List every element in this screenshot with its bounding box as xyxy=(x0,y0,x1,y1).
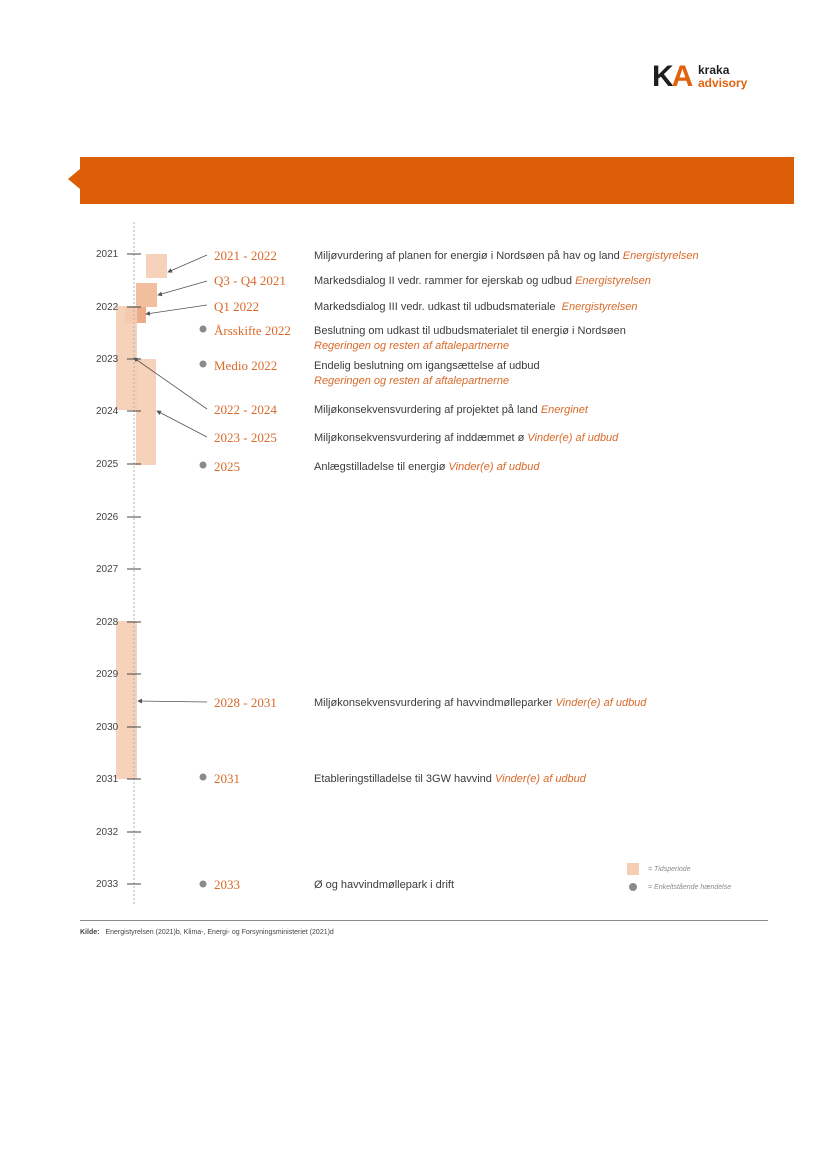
event-date: 2021 - 2022 xyxy=(214,248,277,263)
period-box-2021-2022 xyxy=(146,254,167,278)
event-text: Miljøkonsekvensvurdering af havvindmølleparker xyxy=(314,697,553,709)
logo-word-kraka: kraka xyxy=(698,63,730,77)
year-label: 2027 xyxy=(96,564,119,575)
logo-a: A xyxy=(671,60,692,93)
source-label: Kilde: xyxy=(80,929,100,936)
dot-2033 xyxy=(200,881,207,888)
event-description xyxy=(314,324,626,354)
logo-k: K xyxy=(652,60,672,93)
event-text: Miljøvurdering af planen for energiø i Nordsøen på hav og land xyxy=(314,250,620,262)
dot-arsskifte-2022 xyxy=(200,326,207,333)
event-responsible: Vinder(e) af udbud xyxy=(448,461,540,473)
event-date: 2023 - 2025 xyxy=(214,430,277,445)
year-label: 2026 xyxy=(96,512,119,523)
event-text: Beslutning om udkast til udbudsmaterialet til energiø i Nordsøen xyxy=(314,325,626,337)
event-description xyxy=(314,403,588,418)
event-description xyxy=(314,431,618,446)
event-date: 2025 xyxy=(214,459,240,474)
event-text: Miljøkonsekvensvurdering af inddæmmet ø xyxy=(314,432,525,444)
event-description xyxy=(314,696,646,711)
event-responsible: Energinet xyxy=(540,404,588,416)
year-label: 2025 xyxy=(96,459,119,470)
event-text: Ø og havvindmøllepark i drift xyxy=(314,879,454,891)
event-date: Q3 - Q4 2021 xyxy=(214,273,286,288)
year-label: 2022 xyxy=(96,302,119,313)
event-text: Endelig beslutning om igangsættelse af udbud xyxy=(314,360,540,372)
event-description xyxy=(314,359,540,389)
year-label: 2033 xyxy=(96,879,119,890)
dot-medio-2022 xyxy=(200,361,207,368)
year-label: 2021 xyxy=(96,249,119,260)
event-date: 2028 - 2031 xyxy=(214,695,277,710)
year-label: 2030 xyxy=(96,722,119,733)
event-responsible: Energistyrelsen xyxy=(575,275,651,287)
event-date: 2031 xyxy=(214,771,240,786)
event-responsible: Regeringen og resten af aftalepartnerne xyxy=(314,375,510,387)
year-label: 2028 xyxy=(96,617,119,628)
event-responsible: Vinder(e) af udbud xyxy=(527,432,619,444)
legend-period-label: = Tidsperiode xyxy=(648,866,691,873)
event-description xyxy=(314,878,454,893)
year-label: 2029 xyxy=(96,669,119,680)
event-responsible: Energistyrelsen xyxy=(561,301,638,313)
event-text: Etableringstilladelse til 3GW havvind xyxy=(314,773,492,785)
event-description xyxy=(314,460,539,475)
period-box-q3-q4-2021 xyxy=(136,283,157,307)
legend-period-swatch xyxy=(627,863,639,875)
year-label: 2032 xyxy=(96,827,119,838)
event-date: 2033 xyxy=(214,877,240,892)
legend-event-dot xyxy=(629,883,637,891)
year-label: 2023 xyxy=(96,354,119,365)
event-description xyxy=(314,300,637,315)
source-note xyxy=(80,928,334,937)
event-responsible: Energistyrelsen xyxy=(622,250,699,262)
logo-word-advisory: advisory xyxy=(698,76,748,90)
dot-2025 xyxy=(200,462,207,469)
event-date: Årsskifte 2022 xyxy=(214,323,291,338)
event-text: Markedsdialog III vedr. udkast til udbudsmateriale xyxy=(314,301,556,313)
event-text: Anlægstilladelse til energiø xyxy=(314,461,446,473)
event-date: 2022 - 2024 xyxy=(214,402,277,417)
event-responsible: Regeringen og resten af aftalepartnerne xyxy=(314,340,510,352)
event-description xyxy=(314,274,651,289)
dot-2031 xyxy=(200,774,207,781)
year-label: 2031 xyxy=(96,774,119,785)
event-text: Markedsdialog II vedr. rammer for ejerskab og udbud xyxy=(314,275,573,287)
legend-event-label: = Enkeltstående hændelse xyxy=(648,884,732,891)
period-box-2023-2025 xyxy=(136,359,156,465)
event-dots xyxy=(200,326,207,888)
event-date: Q1 2022 xyxy=(214,299,260,314)
source-divider xyxy=(80,920,768,921)
year-label: 2024 xyxy=(96,406,119,417)
event-responsible: Vinder(e) af udbud xyxy=(494,773,586,785)
event-description xyxy=(314,249,699,264)
event-text: Miljøkonsekvensvurdering af projektet på land xyxy=(314,404,538,416)
source-text: Energistyrelsen (2021)b, Klima-, Energi- og Forsyningsministeriet (2021)d xyxy=(105,929,334,936)
event-description xyxy=(314,772,586,787)
event-responsible: Vinder(e) af udbud xyxy=(555,697,647,709)
event-date: Medio 2022 xyxy=(214,358,278,373)
